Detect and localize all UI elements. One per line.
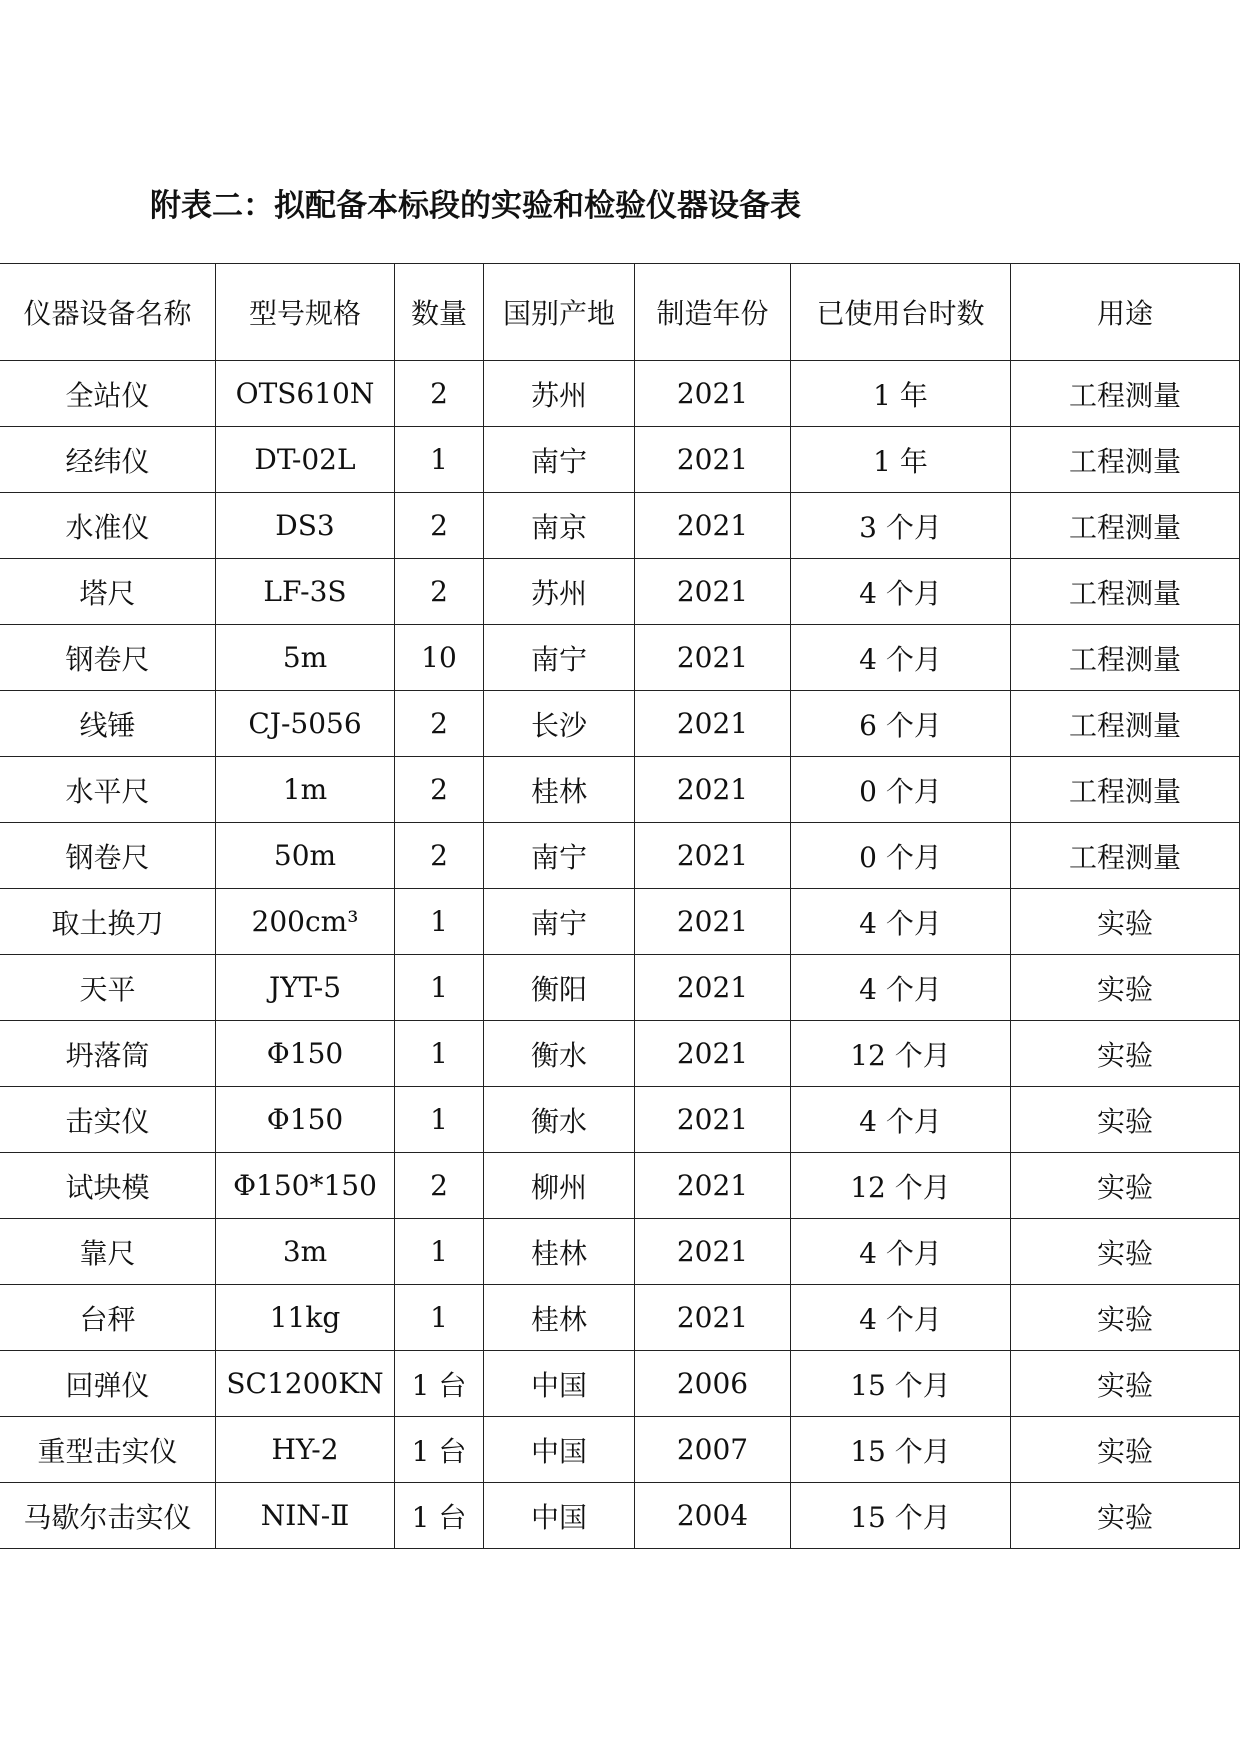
cell-model-spec: DT-02L: [216, 427, 395, 493]
table-row: [0, 1351, 1240, 1417]
cell-hours-used: 4 个月: [791, 559, 1011, 625]
cell-hours-used: 15 个月: [791, 1417, 1011, 1483]
cell-manufacture-year: 2021: [635, 427, 791, 493]
cell-origin: 桂林: [484, 757, 635, 823]
cell-quantity: 1: [395, 427, 484, 493]
cell-equipment-name: 台秤: [0, 1285, 216, 1351]
table-row: [0, 493, 1240, 559]
cell-hours-used: 4 个月: [791, 889, 1011, 955]
cell-purpose: 工程测量: [1011, 691, 1240, 757]
cell-manufacture-year: 2021: [635, 1219, 791, 1285]
cell-purpose: 实验: [1011, 1153, 1240, 1219]
cell-purpose: 工程测量: [1011, 757, 1240, 823]
cell-manufacture-year: 2006: [635, 1351, 791, 1417]
table-row: [0, 691, 1240, 757]
equipment-table: [0, 263, 1240, 1549]
cell-equipment-name: 线锤: [0, 691, 216, 757]
cell-model-spec: NIN-Ⅱ: [216, 1483, 395, 1549]
cell-model-spec: CJ-5056: [216, 691, 395, 757]
cell-hours-used: 12 个月: [791, 1021, 1011, 1087]
cell-equipment-name: 水准仪: [0, 493, 216, 559]
cell-hours-used: 3 个月: [791, 493, 1011, 559]
cell-purpose: 工程测量: [1011, 361, 1240, 427]
cell-equipment-name: 塔尺: [0, 559, 216, 625]
cell-model-spec: 200cm³: [216, 889, 395, 955]
cell-model-spec: 5m: [216, 625, 395, 691]
cell-origin: 桂林: [484, 1219, 635, 1285]
cell-origin: 南宁: [484, 625, 635, 691]
table-row: [0, 757, 1240, 823]
header-model-spec: 型号规格: [216, 264, 395, 361]
cell-equipment-name: 天平: [0, 955, 216, 1021]
cell-equipment-name: 靠尺: [0, 1219, 216, 1285]
cell-hours-used: 1 年: [791, 361, 1011, 427]
cell-origin: 南宁: [484, 427, 635, 493]
cell-quantity: 1: [395, 955, 484, 1021]
cell-manufacture-year: 2021: [635, 889, 791, 955]
cell-equipment-name: 击实仪: [0, 1087, 216, 1153]
table-row: [0, 955, 1240, 1021]
cell-origin: 长沙: [484, 691, 635, 757]
cell-purpose: 实验: [1011, 889, 1240, 955]
cell-manufacture-year: 2021: [635, 757, 791, 823]
table-row: [0, 823, 1240, 889]
cell-equipment-name: 钢卷尺: [0, 823, 216, 889]
cell-quantity: 1 台: [395, 1417, 484, 1483]
cell-quantity: 2: [395, 823, 484, 889]
cell-quantity: 2: [395, 1153, 484, 1219]
cell-quantity: 1: [395, 1087, 484, 1153]
cell-hours-used: 15 个月: [791, 1483, 1011, 1549]
cell-origin: 中国: [484, 1417, 635, 1483]
cell-purpose: 实验: [1011, 1417, 1240, 1483]
cell-model-spec: Φ150*150: [216, 1153, 395, 1219]
cell-manufacture-year: 2021: [635, 361, 791, 427]
cell-manufacture-year: 2021: [635, 691, 791, 757]
cell-model-spec: HY-2: [216, 1417, 395, 1483]
cell-quantity: 1 台: [395, 1483, 484, 1549]
cell-model-spec: 3m: [216, 1219, 395, 1285]
cell-hours-used: 0 个月: [791, 757, 1011, 823]
cell-quantity: 1: [395, 1285, 484, 1351]
cell-equipment-name: 马歇尔击实仪: [0, 1483, 216, 1549]
cell-manufacture-year: 2021: [635, 1087, 791, 1153]
cell-origin: 南宁: [484, 823, 635, 889]
cell-quantity: 1: [395, 889, 484, 955]
cell-hours-used: 1 年: [791, 427, 1011, 493]
cell-equipment-name: 水平尺: [0, 757, 216, 823]
cell-model-spec: 1m: [216, 757, 395, 823]
cell-purpose: 实验: [1011, 1021, 1240, 1087]
table-row: [0, 1417, 1240, 1483]
table-row: [0, 361, 1240, 427]
cell-manufacture-year: 2021: [635, 625, 791, 691]
cell-model-spec: LF-3S: [216, 559, 395, 625]
cell-quantity: 1: [395, 1021, 484, 1087]
cell-model-spec: 50m: [216, 823, 395, 889]
cell-hours-used: 4 个月: [791, 1285, 1011, 1351]
cell-quantity: 2: [395, 493, 484, 559]
cell-model-spec: JYT-5: [216, 955, 395, 1021]
cell-quantity: 2: [395, 757, 484, 823]
cell-purpose: 实验: [1011, 1087, 1240, 1153]
cell-origin: 中国: [484, 1351, 635, 1417]
cell-purpose: 工程测量: [1011, 823, 1240, 889]
table-row: [0, 559, 1240, 625]
cell-manufacture-year: 2004: [635, 1483, 791, 1549]
header-equipment-name: 仪器设备名称: [0, 264, 216, 361]
cell-model-spec: 11kg: [216, 1285, 395, 1351]
cell-hours-used: 4 个月: [791, 625, 1011, 691]
cell-model-spec: DS3: [216, 493, 395, 559]
document-title: 附表二：拟配备本标段的实验和检验仪器设备表: [150, 188, 801, 224]
table-row: [0, 625, 1240, 691]
cell-quantity: 1: [395, 1219, 484, 1285]
header-quantity: 数量: [395, 264, 484, 361]
cell-quantity: 2: [395, 361, 484, 427]
cell-origin: 南京: [484, 493, 635, 559]
cell-equipment-name: 取土换刀: [0, 889, 216, 955]
cell-equipment-name: 钢卷尺: [0, 625, 216, 691]
cell-equipment-name: 坍落筒: [0, 1021, 216, 1087]
cell-manufacture-year: 2021: [635, 1153, 791, 1219]
table-row: [0, 1483, 1240, 1549]
cell-origin: 苏州: [484, 361, 635, 427]
cell-hours-used: 12 个月: [791, 1153, 1011, 1219]
table-row: [0, 427, 1240, 493]
cell-model-spec: OTS610N: [216, 361, 395, 427]
cell-equipment-name: 回弹仪: [0, 1351, 216, 1417]
cell-origin: 苏州: [484, 559, 635, 625]
cell-origin: 衡水: [484, 1087, 635, 1153]
cell-manufacture-year: 2021: [635, 823, 791, 889]
cell-purpose: 工程测量: [1011, 559, 1240, 625]
cell-manufacture-year: 2021: [635, 955, 791, 1021]
cell-model-spec: SC1200KN: [216, 1351, 395, 1417]
cell-hours-used: 6 个月: [791, 691, 1011, 757]
cell-quantity: 2: [395, 559, 484, 625]
cell-purpose: 工程测量: [1011, 493, 1240, 559]
cell-purpose: 工程测量: [1011, 625, 1240, 691]
cell-manufacture-year: 2021: [635, 559, 791, 625]
cell-purpose: 实验: [1011, 1351, 1240, 1417]
cell-manufacture-year: 2021: [635, 493, 791, 559]
cell-purpose: 实验: [1011, 1285, 1240, 1351]
header-hours-used: 已使用台时数: [791, 264, 1011, 361]
table-row: [0, 1285, 1240, 1351]
table-row: [0, 1219, 1240, 1285]
cell-purpose: 实验: [1011, 955, 1240, 1021]
cell-manufacture-year: 2021: [635, 1021, 791, 1087]
cell-hours-used: 15 个月: [791, 1351, 1011, 1417]
cell-origin: 柳州: [484, 1153, 635, 1219]
table-row: [0, 1153, 1240, 1219]
table-row: [0, 1087, 1240, 1153]
cell-manufacture-year: 2021: [635, 1285, 791, 1351]
cell-equipment-name: 重型击实仪: [0, 1417, 216, 1483]
cell-quantity: 1 台: [395, 1351, 484, 1417]
cell-equipment-name: 经纬仪: [0, 427, 216, 493]
cell-origin: 南宁: [484, 889, 635, 955]
cell-purpose: 实验: [1011, 1483, 1240, 1549]
cell-origin: 桂林: [484, 1285, 635, 1351]
cell-origin: 衡水: [484, 1021, 635, 1087]
header-purpose: 用途: [1011, 264, 1240, 361]
cell-hours-used: 4 个月: [791, 1219, 1011, 1285]
cell-purpose: 工程测量: [1011, 427, 1240, 493]
table-row: [0, 889, 1240, 955]
cell-equipment-name: 试块模: [0, 1153, 216, 1219]
cell-hours-used: 4 个月: [791, 955, 1011, 1021]
cell-quantity: 2: [395, 691, 484, 757]
cell-quantity: 10: [395, 625, 484, 691]
cell-equipment-name: 全站仪: [0, 361, 216, 427]
table-row: [0, 1021, 1240, 1087]
table-header-row: [0, 264, 1240, 361]
cell-hours-used: 0 个月: [791, 823, 1011, 889]
cell-origin: 衡阳: [484, 955, 635, 1021]
cell-purpose: 实验: [1011, 1219, 1240, 1285]
cell-model-spec: Φ150: [216, 1087, 395, 1153]
cell-origin: 中国: [484, 1483, 635, 1549]
header-manufacture-year: 制造年份: [635, 264, 791, 361]
header-origin: 国别产地: [484, 264, 635, 361]
cell-hours-used: 4 个月: [791, 1087, 1011, 1153]
cell-manufacture-year: 2007: [635, 1417, 791, 1483]
cell-model-spec: Φ150: [216, 1021, 395, 1087]
